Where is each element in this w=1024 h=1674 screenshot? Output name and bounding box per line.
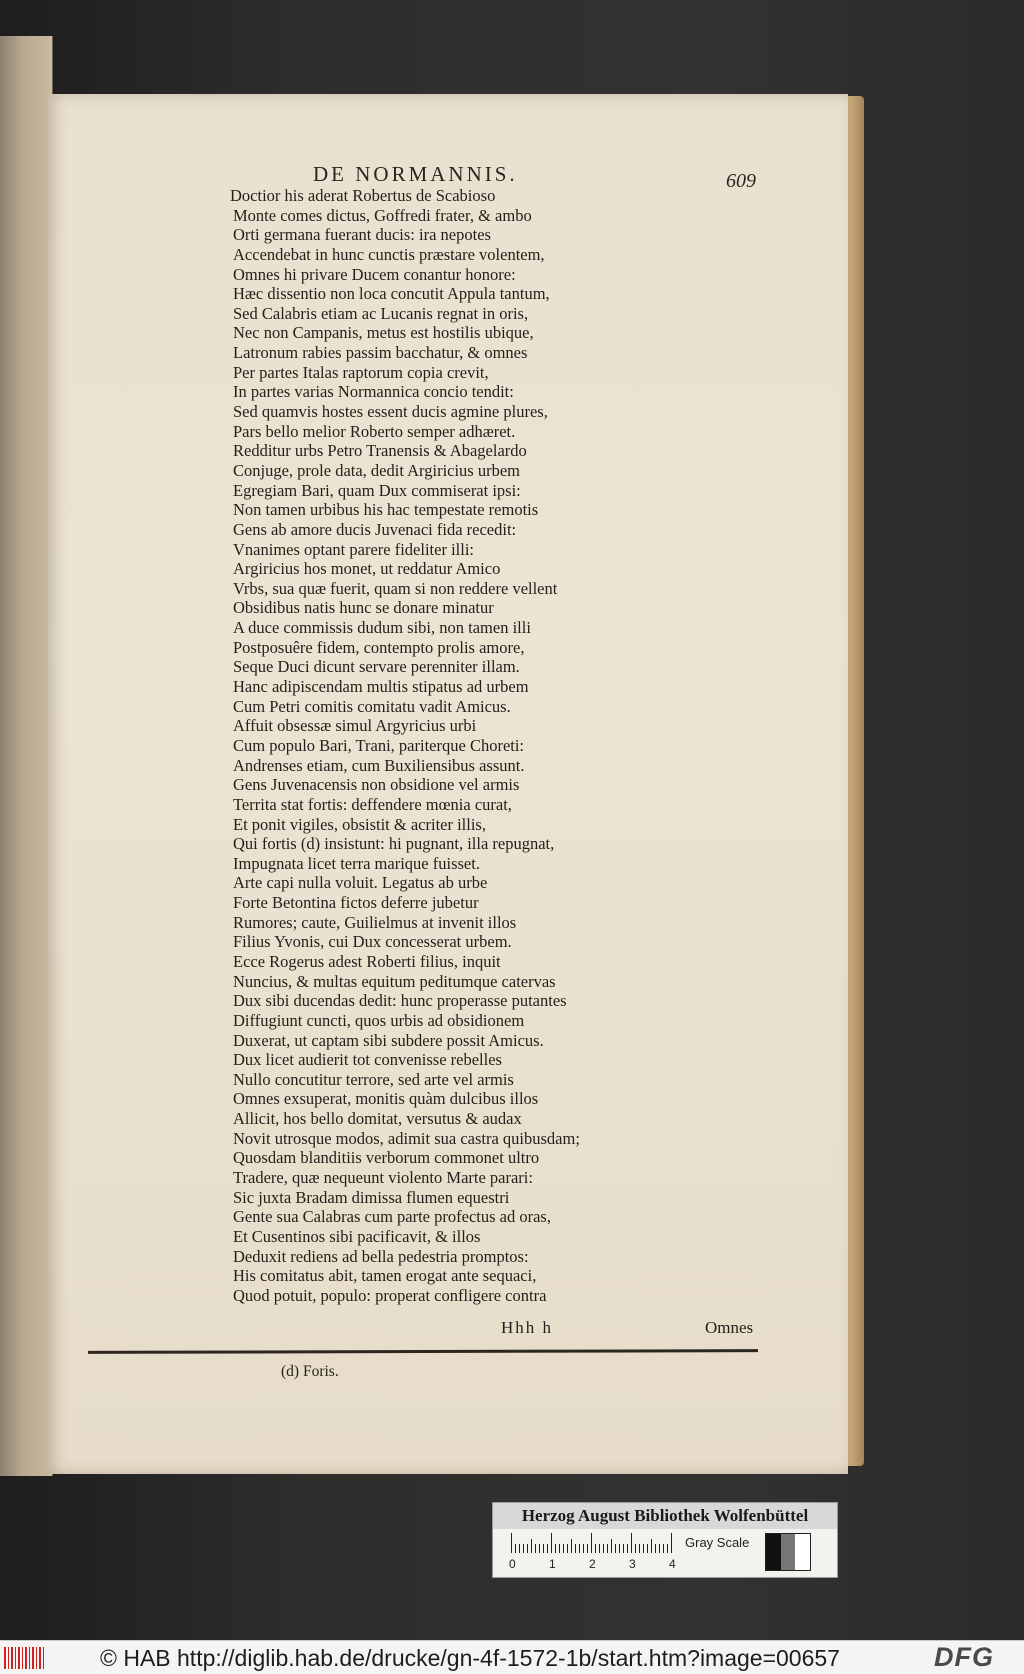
verse-line: Arte capi nulla voluit. Legatus ab urbe [233,873,488,893]
scale-tick [555,1544,556,1553]
verse-line: Hanc adipiscendam multis stipatus ad urbem [233,677,529,697]
verse-line: Nec non Campanis, metus est hostilis ubique, [233,323,534,343]
scale-tick [623,1544,624,1553]
verse-line: Deduxit rediens ad bella pedestria promptos: [233,1246,529,1266]
scale-tick [639,1544,640,1553]
scale-tick [655,1544,656,1553]
verse-line: Redditur urbs Petro Tranensis & Abagelardo [233,441,527,461]
footnote: (d) Foris. [281,1363,339,1380]
verse-line: Argiricius hos monet, ut reddatur Amico [233,559,501,579]
dfg-logo: DFG [934,1642,994,1672]
scale-number: 3 [629,1557,636,1571]
scale-tick [595,1544,596,1553]
footer-url[interactable]: © HAB http://diglib.hab.de/drucke/gn-4f-1572-1b/start.htm?image=00657 [100,1645,840,1671]
verse-line: Dux licet audierit tot convenisse rebelles [233,1050,502,1070]
verse-line: Impugnata licet terra marique fuisset. [233,853,480,873]
scale-tick [663,1544,664,1553]
verse-line: Orti germana fuerant ducis: ira nepotes [233,225,491,245]
verse-line: Obsidibus natis hunc se donare minatur [233,598,494,618]
stamp-title: Herzog August Bibliothek Wolfenbüttel [493,1503,837,1529]
verse-line: Filius Yvonis, cui Dux concesserat urbem. [233,932,512,952]
verse-line: Hæc dissentio non loca concutit Appula tantum, [233,284,550,304]
scale-tick [571,1539,572,1553]
scale-tick [567,1544,568,1553]
scale-tick [543,1544,544,1553]
verse-line: Allicit, hos bello domitat, versutus & audax [233,1109,522,1129]
verse-line: Ecce Rogerus adest Roberti filius, inquit [233,951,501,971]
library-stamp [492,1502,838,1578]
verse-line: Gens ab amore ducis Juvenaci fida recedit: [233,519,517,539]
verse-line: Sed Calabris etiam ac Lucanis regnat in oris, [233,303,529,323]
scale-tick [671,1533,672,1553]
scale-tick [519,1544,520,1553]
verse-line: Quosdam blanditiis verborum commonet ultro [233,1148,540,1168]
scale-tick [535,1544,536,1553]
signature-mark: Hhh h [501,1318,554,1337]
verse-line: Non tamen urbibus his hac tempestate remotis [233,500,539,520]
verse-line: Postposuêre fidem, contempto prolis amore, [233,637,525,657]
scale-tick [559,1544,560,1553]
scale-tick [551,1533,552,1553]
verse-line: Dux sibi ducendas dedit: hunc properasse putantes [233,991,567,1011]
scale-tick [587,1544,588,1553]
previous-page-edge [0,36,53,1476]
verse-line: Sic juxta Bradam dimissa flumen equestri [233,1187,510,1207]
scale-number: 1 [549,1557,556,1571]
scale-number: 2 [589,1557,596,1571]
scale-tick [575,1544,576,1553]
verse-line: Latronum rabies passim bacchatur, & omnes [233,343,528,363]
footer-bar [0,1640,1024,1674]
scale-tick [591,1533,592,1553]
verse-line: Doctior his aderat Robertus de Scabioso [230,186,496,205]
verse-line: Seque Duci dicunt servare perenniter illam. [233,657,520,677]
scale-tick [547,1544,548,1553]
scale-ruler [511,1533,671,1553]
verse-line: Nullo concutitur terrore, sed arte vel armis [233,1069,514,1089]
verse-text [230,186,630,1306]
scale-tick [515,1544,516,1553]
verse-line: Qui fortis (d) insistunt: hi pugnant, illa repugnat, [233,834,555,854]
verse-line: His comitatus abit, tamen erogat ante sequaci, [233,1266,537,1286]
verse-line: Gens Juvenacensis non obsidione vel armis [233,775,520,795]
verse-line: Territa stat fortis: deffendere mœnia curat, [233,794,512,814]
scale-tick [627,1544,628,1553]
verse-line: Per partes Italas raptorum copia crevit, [233,362,489,382]
verse-line: Nuncius, & multas equitum peditumque catervas [233,971,556,991]
verse-line: Vnanimes optant parere fideliter illi: [233,539,474,559]
scale-tick [523,1544,524,1553]
verse-line: Quod potuit, populo: properat confligere contra [233,1285,547,1305]
verse-line: Tradere, quæ nequeunt violento Marte parari: [233,1168,533,1188]
verse-line: Et Cusentinos sibi pacificavit, & illos [233,1226,481,1246]
verse-line: Vrbs, sua quæ fuerit, quam si non reddere vellent [233,578,558,598]
verse-line: Affuit obsessæ simul Argyricius urbi [233,716,477,736]
verse-line: Andrenses etiam, cum Buxiliensibus assunt. [233,755,525,775]
hab-barcode-icon [4,1647,46,1669]
scale-tick [599,1544,600,1553]
verse-line: Egregiam Bari, quam Dux commiserat ipsi: [233,480,521,500]
scale-tick [635,1544,636,1553]
verse-line: Forte Betontina fictos deferre jubetur [233,893,479,913]
scale-tick [647,1544,648,1553]
scale-tick [607,1544,608,1553]
scale-tick [611,1539,612,1553]
scale-tick [511,1533,512,1553]
scale-tick [615,1544,616,1553]
scale-tick [631,1533,632,1553]
verse-line: A duce commissis dudum sibi, non tamen illi [233,618,531,638]
verse-line: Conjuge, prole data, dedit Argiricius urbem [233,460,521,480]
verse-line: In partes varias Normannica concio tendit: [233,382,514,402]
scale-tick [619,1544,620,1553]
catchword: Omnes [705,1318,754,1337]
verse-line: Duxerat, ut captam sibi subdere possit Amicus. [233,1030,544,1050]
scale-tick [531,1539,532,1553]
scale-tick [583,1544,584,1553]
scale-tick [603,1544,604,1553]
scale-tick [659,1544,660,1553]
scale-tick [579,1544,580,1553]
verse-line: Cum Petri comitis comitatu vadit Amicus. [233,696,511,716]
verse-line: Sed quamvis hostes essent ducis agmine plures, [233,402,548,422]
scale-tick [667,1544,668,1553]
scale-tick [651,1539,652,1553]
scale-tick [643,1544,644,1553]
gray-scale-label: Gray Scale [685,1535,750,1550]
verse-line: Cum populo Bari, Trani, pariterque Choreti: [233,735,525,755]
verse-line: Omnes hi privare Ducem conantur honore: [233,264,516,284]
verse-line: Pars bello melior Roberto semper adhæret. [233,421,516,441]
running-head: DE NORMANNIS. [313,162,518,186]
scale-tick [527,1544,528,1553]
verse-line: Novit utrosque modos, adimit sua castra quibusdam; [233,1128,580,1148]
verse-line: Diffugiunt cuncti, quos urbis ad obsidionem [233,1010,525,1030]
verse-line: Et ponit vigiles, obsistit & acriter illis, [233,814,486,834]
scale-number: 0 [509,1557,516,1571]
scale-tick [539,1544,540,1553]
page-number: 609 [726,170,756,192]
scale-number: 4 [669,1557,676,1571]
gray-scale-swatch [765,1533,811,1571]
verse-line: Monte comes dictus, Goffredi frater, & ambo [233,205,532,225]
verse-line: Gente sua Calabras cum parte profectus ad oras, [233,1207,551,1227]
verse-line: Omnes exsuperat, monitis quàm dulcibus illos [233,1089,539,1109]
scale-tick [563,1544,564,1553]
verse-line: Accendebat in hunc cunctis præstare volentem, [233,244,545,264]
verse-line: Rumores; caute, Guilielmus at invenit illos [233,912,517,932]
